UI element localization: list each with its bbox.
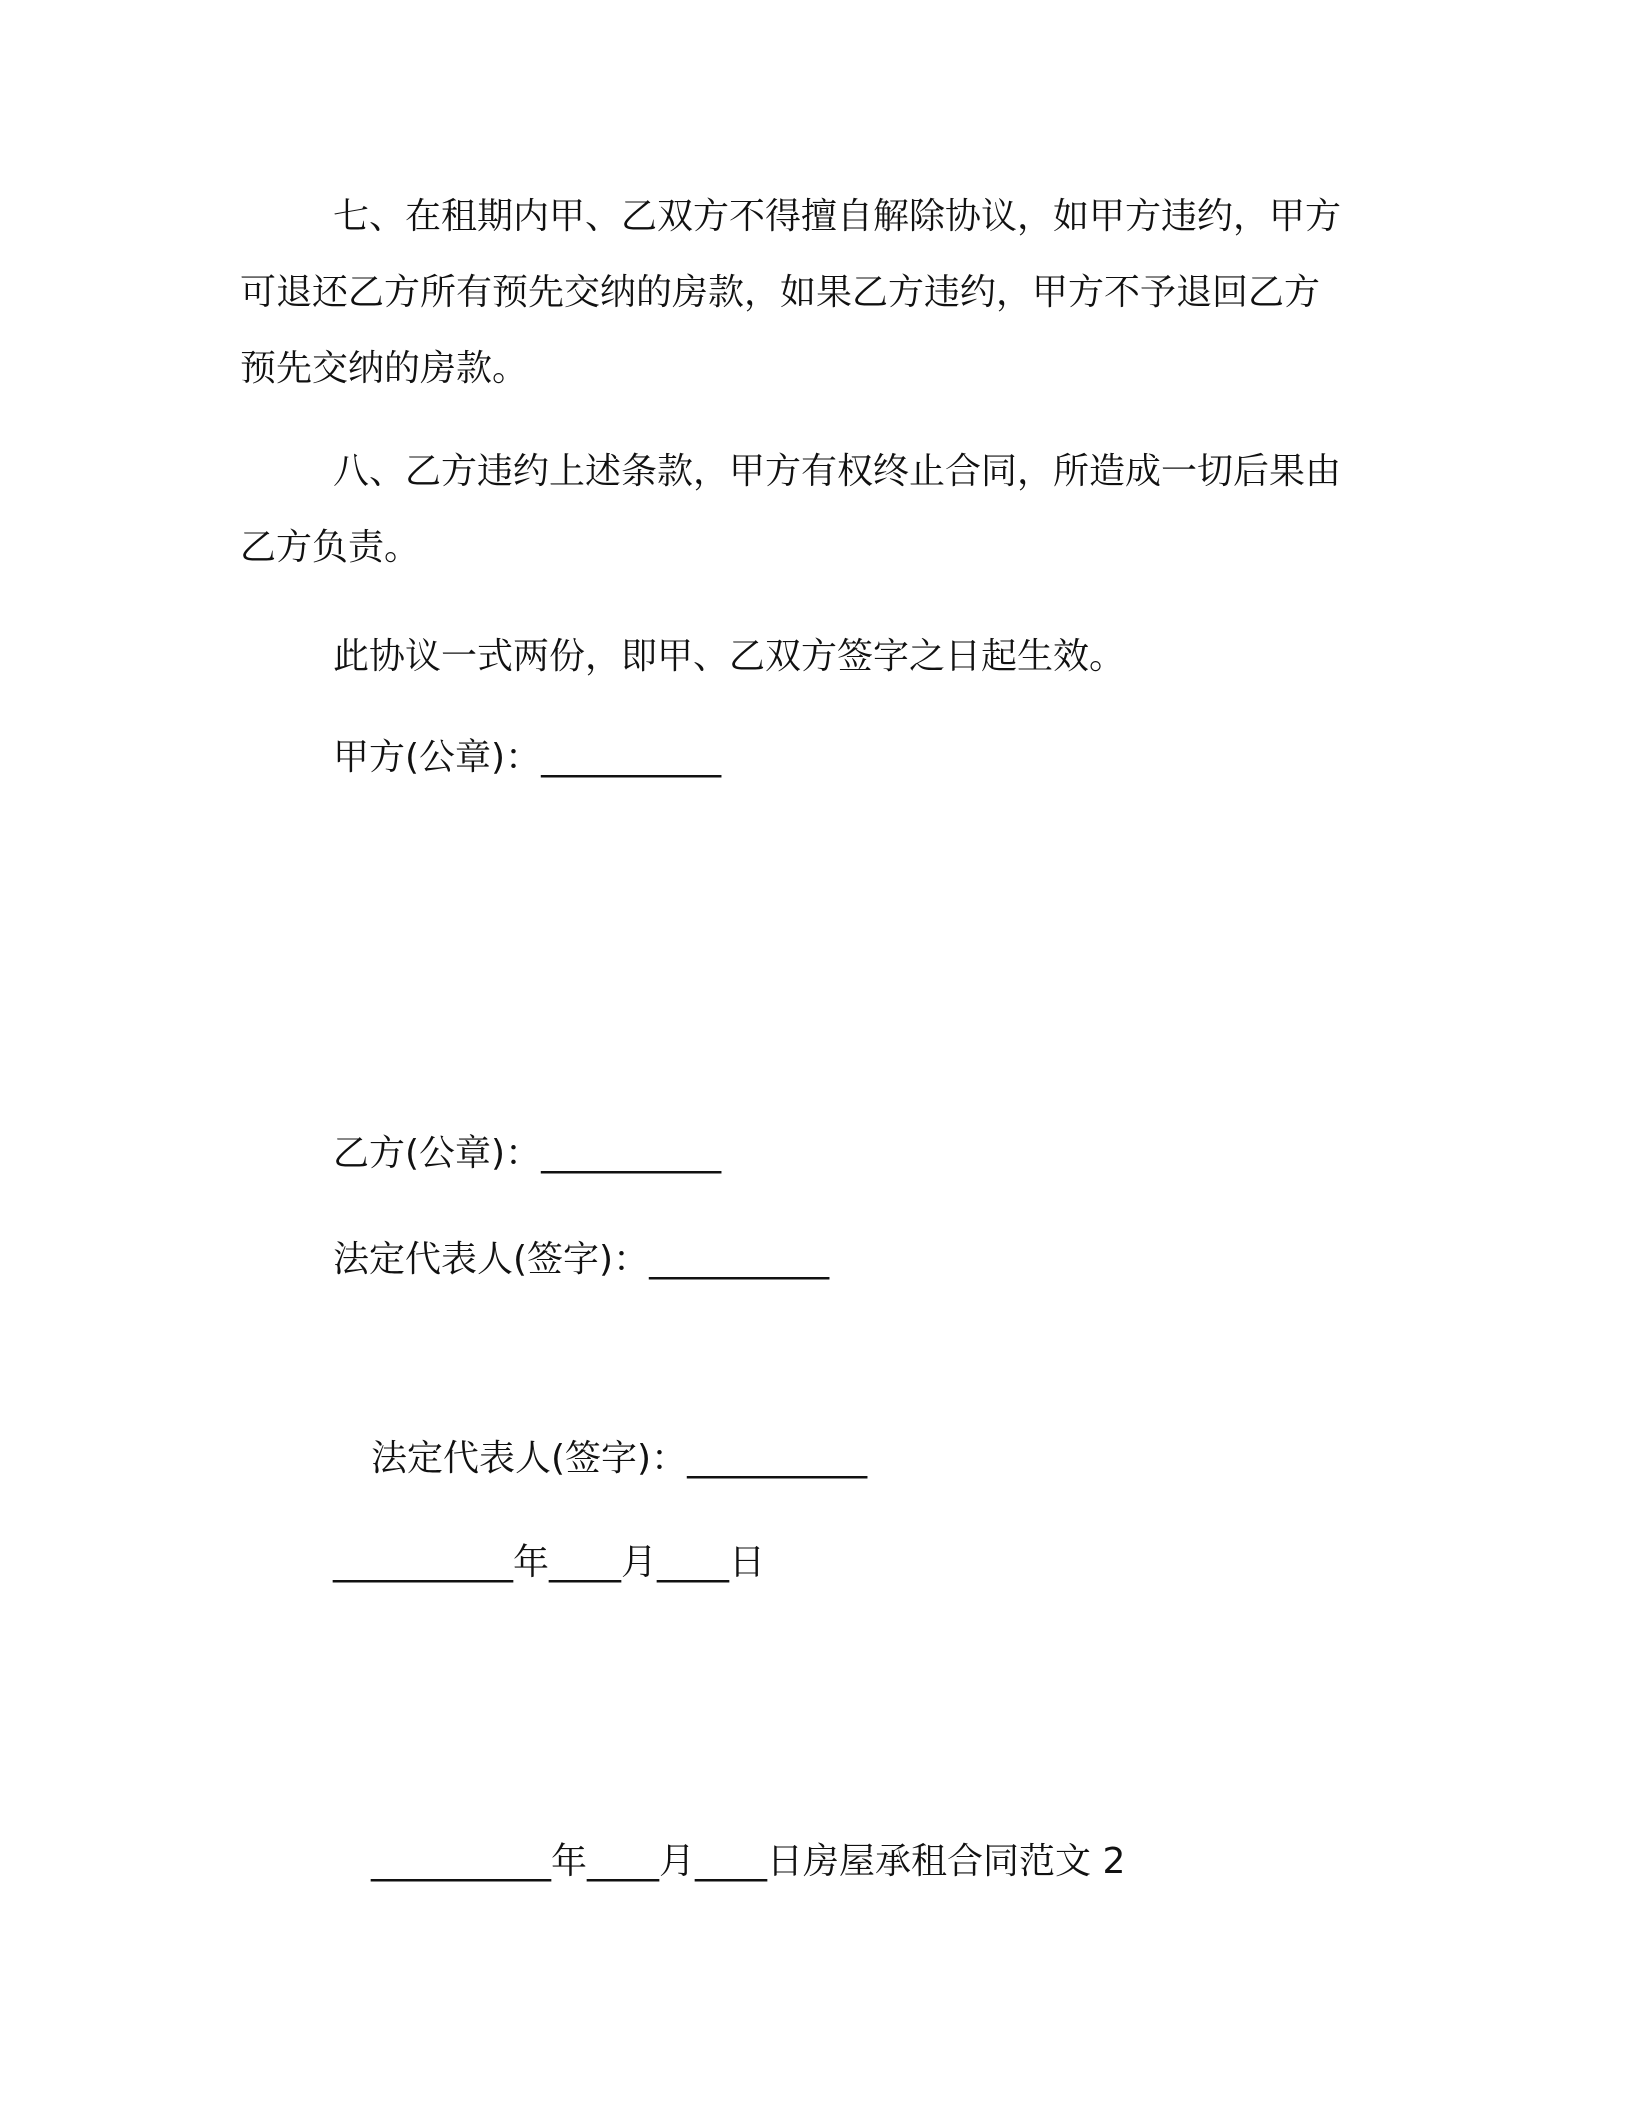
party-b-seal-line: 乙方(公章)：__________ bbox=[333, 1133, 722, 1174]
next-contract-heading: __________年____月____日房屋承租合同范文 2 bbox=[371, 1841, 1126, 1882]
date-line: __________年____月____日 bbox=[333, 1542, 765, 1583]
clause-7-line-1: 七、在租期内甲、乙双方不得擅自解除协议，如甲方违约，甲方 bbox=[333, 196, 1342, 237]
effective-statement: 此协议一式两份，即甲、乙双方签字之日起生效。 bbox=[333, 636, 1126, 677]
clause-7-line-2: 可退还乙方所有预先交纳的房款，如果乙方违约，甲方不予退回乙方 bbox=[240, 272, 1321, 313]
legal-rep-signature-line-1: 法定代表人(签字)：__________ bbox=[333, 1239, 830, 1280]
clause-8-line-1: 八、乙方违约上述条款，甲方有权终止合同，所造成一切后果由 bbox=[333, 451, 1342, 492]
party-a-seal-line: 甲方(公章)：__________ bbox=[333, 737, 722, 778]
legal-rep-signature-line-2: 法定代表人(签字)：__________ bbox=[371, 1438, 868, 1479]
clause-8-line-2: 乙方负责。 bbox=[240, 527, 421, 568]
clause-7-line-3: 预先交纳的房款。 bbox=[240, 348, 529, 389]
